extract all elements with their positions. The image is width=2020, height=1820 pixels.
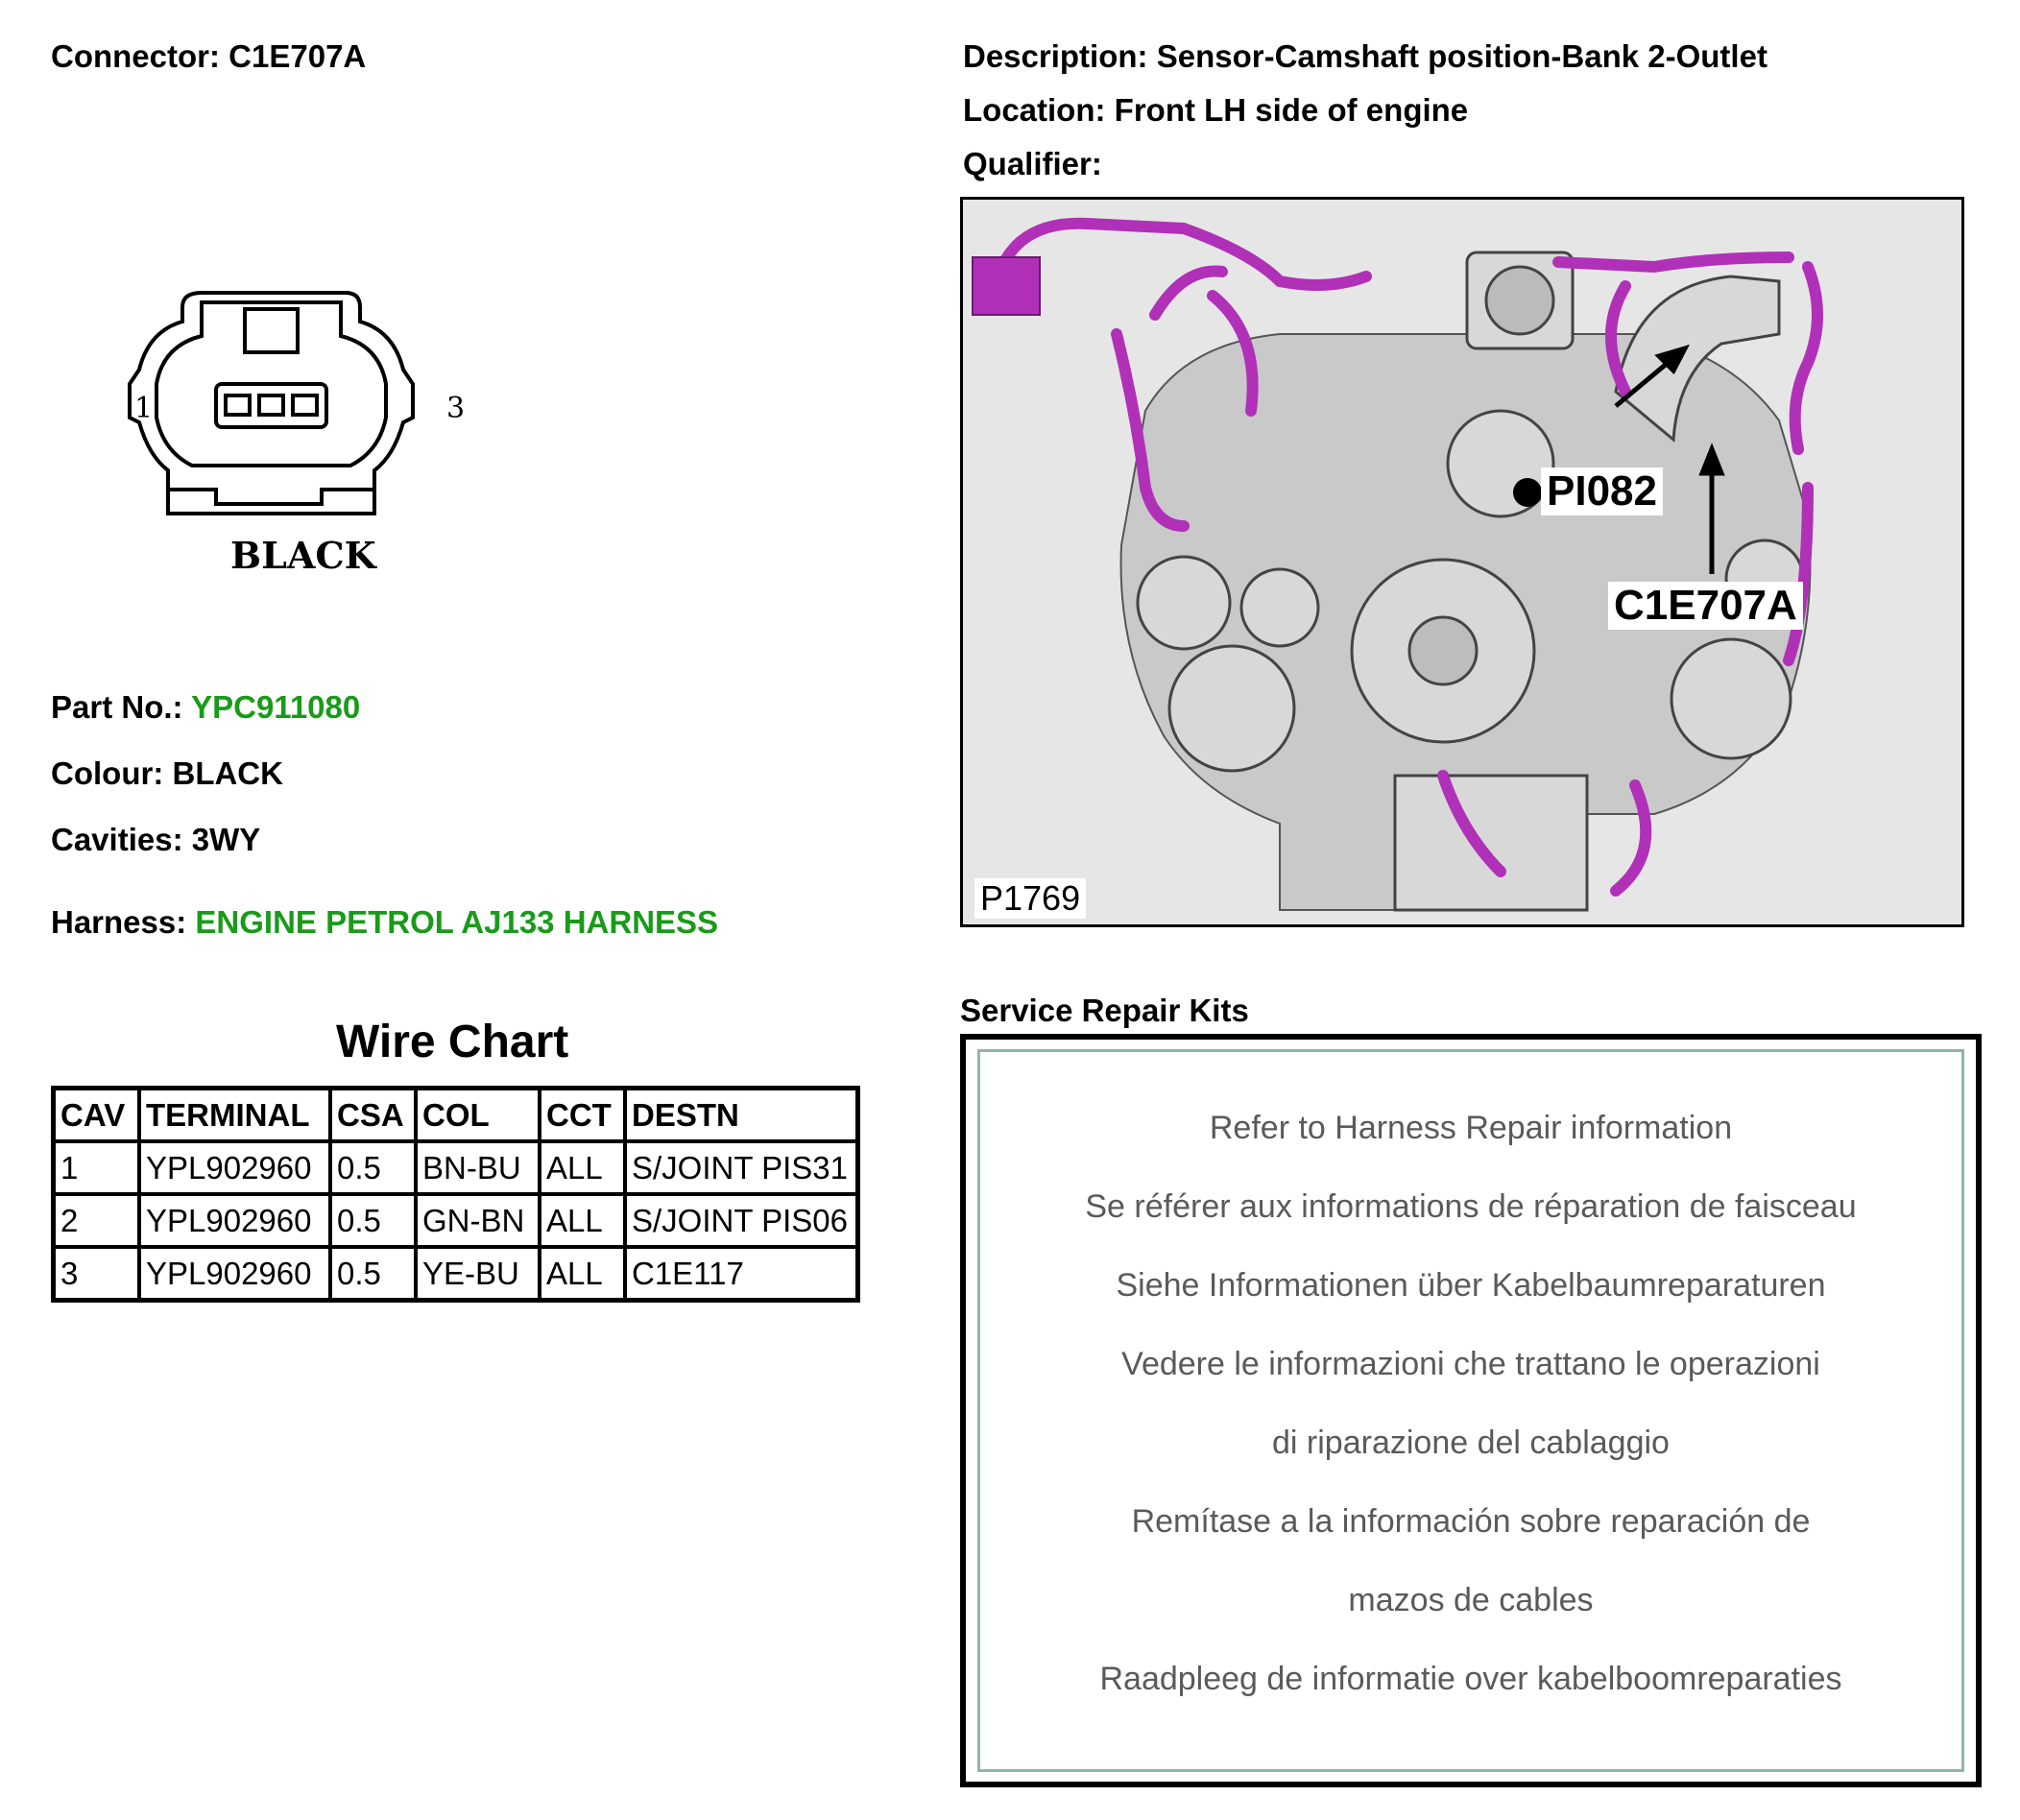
cell-destn: S/JOINT PIS31 <box>625 1141 858 1194</box>
service-kits-title: Service Repair Kits <box>960 993 1249 1028</box>
header-cct: CCT <box>540 1089 625 1142</box>
part-number-line <box>51 689 360 726</box>
connector-label: Connector: <box>51 38 220 74</box>
header-csa: CSA <box>330 1089 416 1142</box>
pin-1-label: 1 <box>134 392 154 425</box>
cell-csa: 0.5 <box>330 1141 416 1194</box>
location-line <box>963 92 1468 129</box>
engine-location-figure <box>960 197 1964 927</box>
cell-cct: ALL <box>540 1194 625 1247</box>
wire-chart-title: Wire Chart <box>336 1017 569 1067</box>
colour-line <box>51 755 283 792</box>
qualifier-label: Qualifier: <box>963 146 1102 181</box>
cavity-1 <box>226 395 250 415</box>
ecu-connector-block <box>973 257 1040 315</box>
kit-line-de: Siehe Informationen über Kabelbaumreparaturen <box>1116 1267 1826 1304</box>
wire-chart-table <box>51 1086 860 1303</box>
cell-destn: C1E117 <box>625 1247 858 1301</box>
cell-terminal: YPL902960 <box>139 1247 330 1301</box>
wire-chart-header-row <box>54 1089 858 1142</box>
header-col: COL <box>416 1089 540 1142</box>
cell-col: YE-BU <box>416 1247 540 1301</box>
kit-line-en: Refer to Harness Repair information <box>1209 1110 1733 1146</box>
header-terminal: TERMINAL <box>139 1089 330 1142</box>
cell-cct: ALL <box>540 1141 625 1194</box>
connector-value: C1E707A <box>228 38 367 74</box>
cell-cav: 3 <box>54 1247 140 1301</box>
locking-tab <box>245 309 298 352</box>
cavity-2 <box>259 395 283 415</box>
sump <box>1395 776 1587 910</box>
figure-id: P1769 <box>974 878 1086 919</box>
header-cav: CAV <box>54 1089 140 1142</box>
service-kits-box <box>960 1034 1982 1787</box>
connector-heading <box>51 38 366 75</box>
pi082-marker-dot <box>1513 478 1542 507</box>
kit-line-it-1: Vedere le informazioni che trattano le operazioni <box>1121 1346 1820 1382</box>
kit-line-es-2: mazos de cables <box>1348 1582 1594 1618</box>
engine-illustration <box>963 200 1961 924</box>
cell-terminal: YPL902960 <box>139 1141 330 1194</box>
table-row <box>54 1141 858 1194</box>
cell-csa: 0.5 <box>330 1194 416 1247</box>
connector-face-diagram <box>125 278 490 586</box>
kit-line-fr: Se référer aux informations de réparation de faisceau <box>1085 1188 1857 1225</box>
left-pulley <box>1138 557 1230 649</box>
cavities-line <box>51 822 260 858</box>
cell-cav: 2 <box>54 1194 140 1247</box>
location-value: Front LH side of engine <box>1114 92 1469 128</box>
part-number-label: Part No.: <box>51 689 183 725</box>
cell-cav: 1 <box>54 1141 140 1194</box>
colour-value: BLACK <box>172 755 283 791</box>
harness-line <box>51 904 718 941</box>
connector-colour-text: BLACK <box>230 534 376 577</box>
cell-cct: ALL <box>540 1247 625 1301</box>
left-pulley-2 <box>1241 569 1318 646</box>
header-destn: DESTN <box>625 1089 858 1142</box>
service-kits-inner <box>977 1049 1964 1772</box>
cell-destn: S/JOINT PIS06 <box>625 1194 858 1247</box>
harness-label: Harness: <box>51 904 187 940</box>
description-line <box>963 38 1768 75</box>
alternator <box>1169 646 1294 771</box>
right-pulley <box>1671 639 1791 758</box>
description-value: Sensor-Camshaft position-Bank 2-Outlet <box>1156 38 1768 74</box>
table-row <box>54 1194 858 1247</box>
cell-terminal: YPL902960 <box>139 1194 330 1247</box>
colour-label: Colour: <box>51 755 164 791</box>
cell-col: BN-BU <box>416 1141 540 1194</box>
kit-line-it-2: di riparazione del cablaggio <box>1272 1425 1670 1461</box>
harness-link[interactable]: ENGINE PETROL AJ133 HARNESS <box>195 904 719 940</box>
cavities-label: Cavities: <box>51 822 183 857</box>
cell-col: GN-BN <box>416 1194 540 1247</box>
pi082-callout: PI082 <box>1541 467 1663 515</box>
cavity-3 <box>293 395 317 415</box>
cell-csa: 0.5 <box>330 1247 416 1301</box>
kit-line-es-1: Remítase a la información sobre reparación de <box>1131 1503 1811 1540</box>
table-row <box>54 1247 858 1301</box>
description-label: Description: <box>963 38 1148 74</box>
part-number-link[interactable]: YPC911080 <box>191 689 361 725</box>
pin-3-label: 3 <box>446 392 466 425</box>
connector-callout: C1E707A <box>1608 582 1803 630</box>
kit-line-nl: Raadpleeg de informatie over kabelboomreparaties <box>1099 1661 1842 1697</box>
location-label: Location: <box>963 92 1106 128</box>
pin-housing <box>216 384 326 427</box>
cavities-value: 3WY <box>191 822 261 857</box>
connector-outer-shell <box>130 293 413 504</box>
